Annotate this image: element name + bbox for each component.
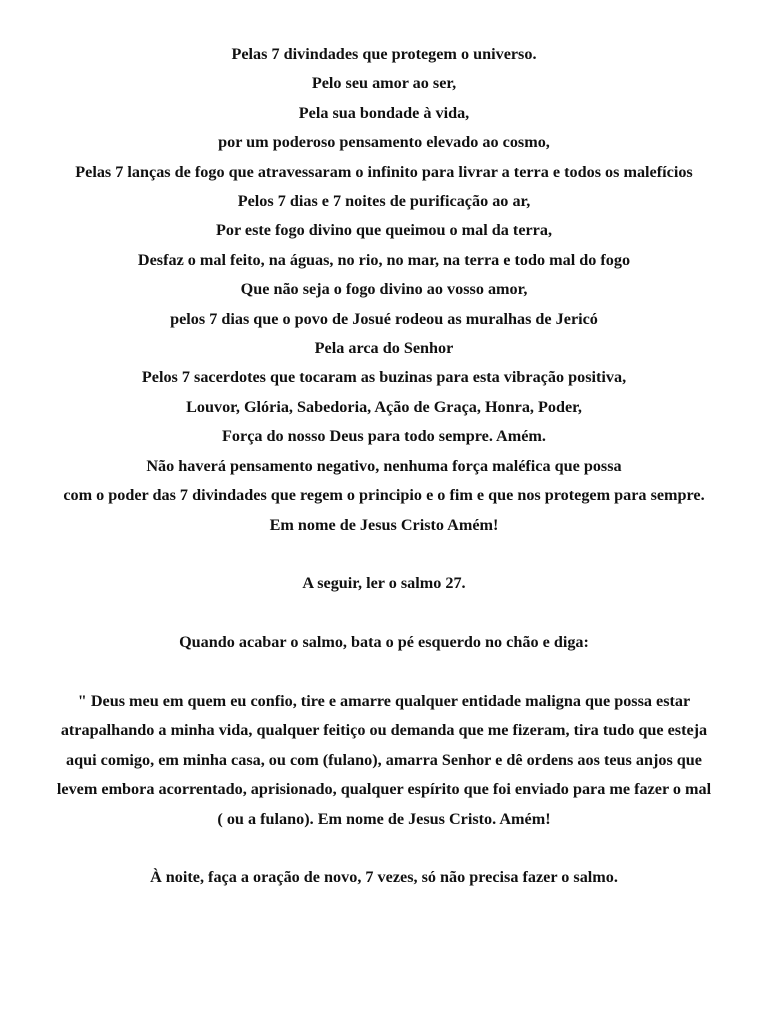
prayer-line: por um poderoso pensamento elevado ao cosmo,: [218, 133, 550, 152]
instruction-noite: À noite, faça a oração de novo, 7 vezes, só não precisa fazer o salmo.: [150, 868, 618, 887]
prayer-line: pelos 7 dias que o povo de Josué rodeou as muralhas de Jericó: [170, 309, 598, 328]
instruction-pe: Quando acabar o salmo, bata o pé esquerdo no chão e diga:: [179, 633, 589, 652]
spacer: [56, 834, 712, 863]
prayer-line: Pela arca do Senhor: [314, 339, 454, 358]
prayer-line: Pelos 7 sacerdotes que tocaram as buzinas para esta vibração positiva,: [141, 368, 627, 387]
document-page: [56, 40, 712, 893]
spacer: [56, 540, 712, 569]
prayer-line: Que não seja o fogo divino ao vosso amor,: [240, 280, 528, 299]
prayer-line: Louvor, Glória, Sabedoria, Ação de Graça, Honra, Poder,: [186, 397, 582, 416]
prayer-line: Pelas 7 lanças de fogo que atravessaram o infinito para livrar a terra e todos os malefícios: [75, 162, 693, 181]
spacer: [56, 658, 712, 687]
instruction-salmo: A seguir, ler o salmo 27.: [302, 574, 466, 593]
prayer-line: com o poder das 7 divindades que regem o principio e o fim e que nos protegem para sempre.: [63, 486, 705, 505]
prayer-line: Em nome de Jesus Cristo Amém!: [269, 515, 499, 534]
prayer-block: [56, 40, 712, 540]
prayer-line: Pela sua bondade à vida,: [298, 103, 470, 122]
prayer-line: Pelos 7 dias e 7 noites de purificação ao ar,: [237, 192, 531, 211]
prayer-line: Por este fogo divino que queimou o mal da terra,: [215, 221, 553, 240]
prayer-line: Pelo seu amor ao ser,: [311, 74, 457, 93]
prayer-line: Força do nosso Deus para todo sempre. Amém.: [222, 427, 546, 446]
prayer-line: Pelas 7 divindades que protegem o universo.: [231, 45, 537, 63]
spacer: [56, 599, 712, 628]
prayer-line: Não haverá pensamento negativo, nenhuma força maléfica que possa: [146, 456, 622, 475]
prayer-line: Desfaz o mal feito, na águas, no rio, no mar, na terra e todo mal do fogo: [137, 250, 631, 269]
quote-paragraph: " Deus meu em quem eu confio, tire e amarre qualquer entidade maligna que possa estar atrapalhando a minha vida, qualquer feitiço ou demanda que me fizeram, tira tudo que esteja aqui comigo, em minha casa, ou com (fulano), amarra Senhor e dê ordens aos teus anjos que levem embora acorrentado, aprisionado, qualquer espírito que foi enviado para me fazer o mal ( ou a fulano). Em nome de Jesus Cristo. Amém!: [56, 691, 712, 828]
